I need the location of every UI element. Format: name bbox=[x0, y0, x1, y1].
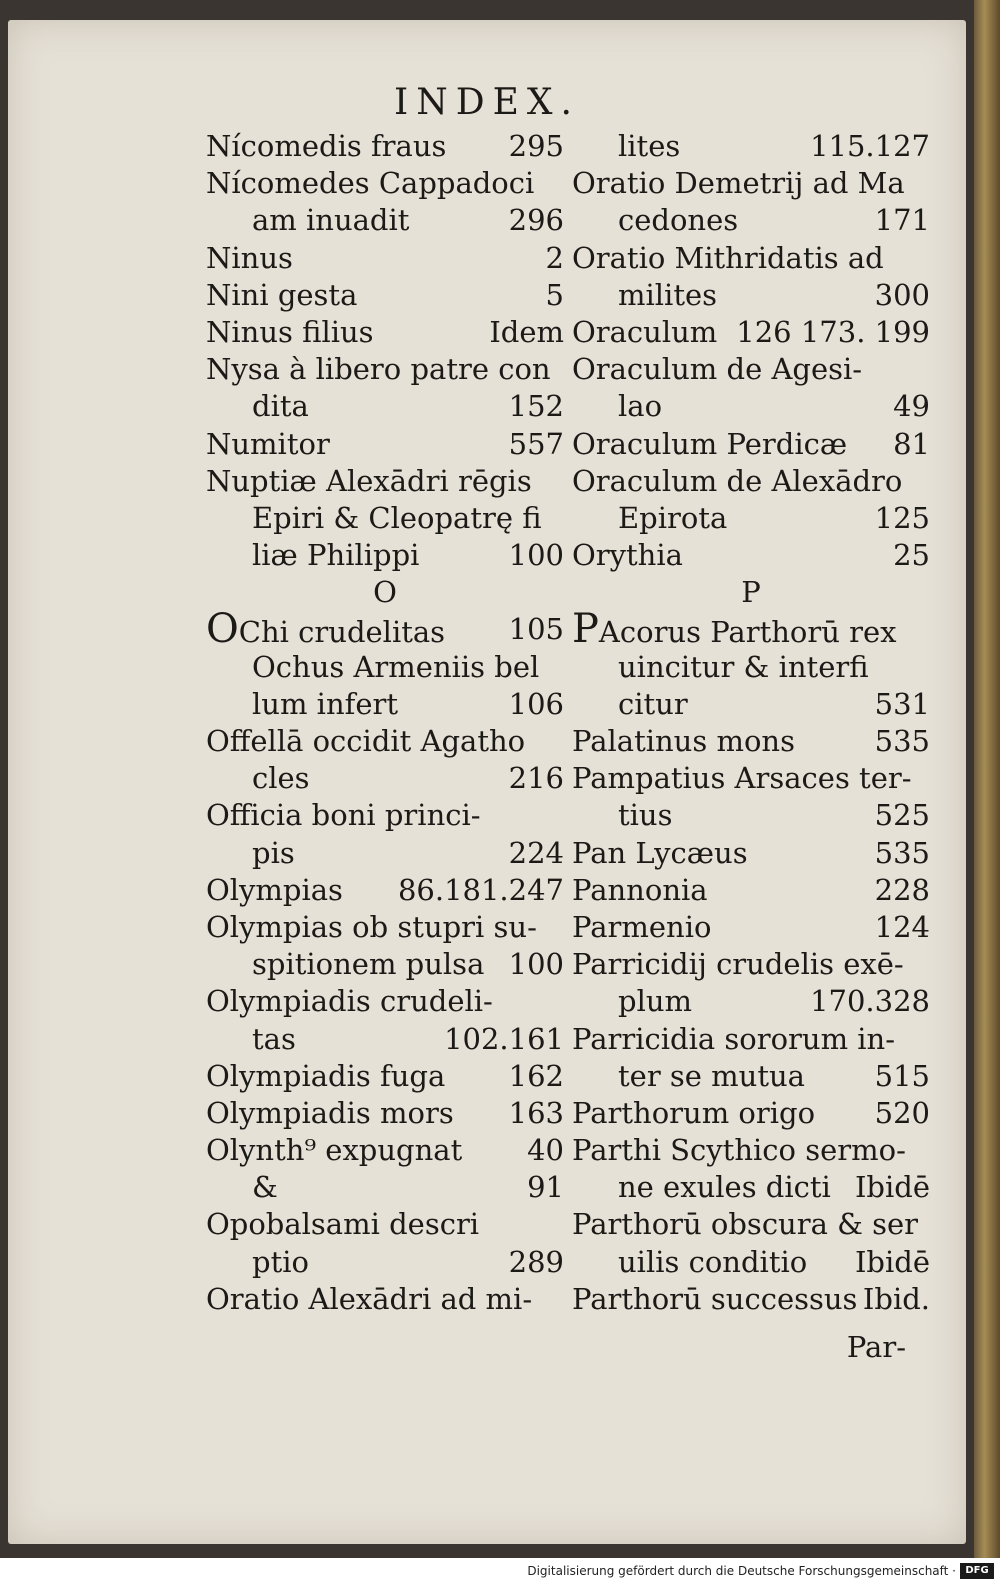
index-entry bbox=[206, 537, 564, 574]
entry-page-ref: 163 bbox=[508, 1095, 564, 1130]
entry-text: Orythia bbox=[572, 538, 683, 573]
entry-text: OChi crudelitas bbox=[206, 606, 446, 653]
index-entry bbox=[206, 1058, 564, 1095]
index-entry bbox=[206, 500, 564, 537]
entry-page-ref: 40 bbox=[527, 1133, 564, 1168]
entry-text: Olympias bbox=[206, 872, 343, 907]
index-entry bbox=[206, 426, 564, 463]
entry-text: pis bbox=[252, 835, 295, 870]
entry-text: Pampatius Arsaces ter- bbox=[572, 761, 912, 796]
entry-page-ref: 126 173. 199 bbox=[736, 314, 930, 349]
entry-page-ref: Ibid. bbox=[862, 1281, 930, 1316]
index-entry bbox=[206, 1132, 564, 1169]
index-entry bbox=[206, 983, 564, 1020]
index-entry bbox=[206, 835, 564, 872]
book-page bbox=[8, 20, 966, 1544]
index-entry bbox=[572, 835, 930, 872]
index-entry bbox=[572, 128, 930, 165]
entry-page-ref: 105 bbox=[508, 612, 564, 647]
index-entry bbox=[572, 165, 930, 202]
entry-text: Parricidia sororum in- bbox=[572, 1021, 896, 1056]
dfg-logo: DFG bbox=[960, 1563, 994, 1579]
index-entry bbox=[206, 388, 564, 425]
entry-text: liæ Philippi bbox=[252, 538, 420, 573]
index-entry bbox=[206, 165, 564, 202]
entry-text: Oratio Alexādri ad mi- bbox=[206, 1281, 533, 1316]
entry-page-ref: 152 bbox=[508, 389, 564, 424]
entry-text: Ochus Armeniis bel bbox=[252, 649, 540, 684]
index-entry bbox=[572, 1206, 930, 1243]
entry-text: am inuadit bbox=[252, 203, 410, 238]
entry-text: citur bbox=[618, 686, 688, 721]
index-entry bbox=[572, 1132, 930, 1169]
entry-page-ref: 100 bbox=[508, 538, 564, 573]
entry-page-ref: 100 bbox=[508, 947, 564, 982]
entry-text: Parthi Scythico sermo- bbox=[572, 1133, 906, 1168]
section-letter bbox=[206, 574, 564, 611]
entry-page-ref: 124 bbox=[874, 909, 930, 944]
entry-text: ne exules dicti bbox=[618, 1170, 831, 1205]
entry-text: Palatinus mons bbox=[572, 724, 795, 758]
entry-page-ref: 557 bbox=[508, 426, 564, 461]
entry-text: lao bbox=[618, 389, 663, 424]
entry-page-ref: 296 bbox=[508, 203, 564, 238]
book-board-edge bbox=[974, 0, 1000, 1558]
index-column-right bbox=[572, 128, 930, 1318]
entry-text: Nícomedis fraus bbox=[206, 129, 447, 163]
entry-text: Parmenio bbox=[572, 909, 712, 944]
digitization-credit: Digitalisierung gefördert durch die Deutsche Forschungsgemeinschaft · bbox=[527, 1564, 956, 1578]
index-entry bbox=[206, 946, 564, 983]
entry-page-ref: 115.127 bbox=[810, 129, 930, 163]
entry-page-ref: 216 bbox=[508, 761, 564, 796]
entry-page-ref: 49 bbox=[893, 389, 930, 424]
index-entry bbox=[572, 760, 930, 797]
entry-page-ref: 86.181.247 bbox=[397, 872, 564, 907]
index-entry bbox=[206, 202, 564, 239]
entry-page-ref: 531 bbox=[874, 686, 930, 721]
entry-text: Parthorū successus bbox=[572, 1281, 858, 1316]
index-entry bbox=[572, 202, 930, 239]
index-entry bbox=[572, 388, 930, 425]
entry-text: PAcorus Parthorū rex bbox=[572, 606, 897, 653]
entry-text: Nysa à libero patre con bbox=[206, 352, 551, 387]
entry-page-ref: 515 bbox=[874, 1058, 930, 1093]
entry-text: cedones bbox=[618, 203, 739, 238]
entry-text: Oratio Mithridatis ad bbox=[572, 240, 884, 275]
index-entry bbox=[572, 983, 930, 1020]
entry-page-ref: 81 bbox=[893, 426, 930, 461]
entry-page-ref: 170.328 bbox=[810, 984, 930, 1019]
index-entry bbox=[206, 797, 564, 834]
entry-text: Numitor bbox=[206, 426, 330, 461]
index-entry bbox=[572, 426, 930, 463]
entry-text: Olympiadis fuga bbox=[206, 1058, 446, 1093]
index-entry bbox=[572, 909, 930, 946]
index-entry bbox=[206, 351, 564, 388]
entry-text: Nini gesta bbox=[206, 277, 358, 312]
entry-page-ref: 102.161 bbox=[444, 1021, 564, 1056]
entry-text: Parricidij crudelis exē- bbox=[572, 947, 904, 982]
index-entry bbox=[572, 946, 930, 983]
index-entry bbox=[206, 240, 564, 277]
index-entry bbox=[206, 649, 564, 686]
entry-text: Pan Lycæus bbox=[572, 835, 748, 870]
entry-page-ref: 125 bbox=[874, 500, 930, 535]
index-entry bbox=[572, 463, 930, 500]
entry-page-ref: 2 bbox=[545, 240, 564, 275]
index-entry bbox=[572, 1281, 930, 1318]
entry-text: Oraculum Perdicæ bbox=[572, 426, 848, 461]
index-entry bbox=[206, 1095, 564, 1132]
index-entry bbox=[206, 606, 564, 653]
entry-text: lum infert bbox=[252, 686, 399, 721]
entry-page-ref: 300 bbox=[874, 277, 930, 312]
entry-page-ref: 171 bbox=[874, 203, 930, 238]
entry-text: plum bbox=[618, 984, 693, 1019]
entry-page-ref: Idem bbox=[489, 314, 564, 349]
index-entry bbox=[572, 537, 930, 574]
index-column-left bbox=[206, 128, 564, 1318]
entry-text: O bbox=[373, 575, 397, 610]
entry-page-ref: 520 bbox=[874, 1095, 930, 1130]
entry-page-ref: Ibidē bbox=[854, 1170, 930, 1205]
index-entry bbox=[206, 872, 564, 909]
entry-page-ref: 228 bbox=[874, 872, 930, 907]
index-entry bbox=[206, 686, 564, 723]
index-entry bbox=[572, 1244, 930, 1281]
entry-text: tas bbox=[252, 1021, 296, 1056]
index-entry bbox=[572, 723, 930, 760]
index-entry bbox=[206, 277, 564, 314]
entry-text: ter se mutua bbox=[618, 1058, 805, 1093]
entry-text: Olynth⁹ expugnat bbox=[206, 1133, 463, 1168]
index-entry bbox=[572, 351, 930, 388]
index-entry bbox=[206, 760, 564, 797]
page-header: INDEX. bbox=[394, 82, 580, 123]
entry-text: Epiri & Cleopatrę fi bbox=[252, 500, 542, 535]
entry-page-ref: Ibidē bbox=[854, 1244, 930, 1279]
index-entry bbox=[572, 1169, 930, 1206]
entry-text: Epirota bbox=[618, 500, 728, 535]
entry-text: Olympiadis crudeli- bbox=[206, 984, 493, 1019]
entry-text: Pannonia bbox=[572, 872, 708, 907]
index-entry bbox=[206, 1206, 564, 1243]
entry-text: Parthorum origo bbox=[572, 1095, 816, 1130]
entry-page-ref: 224 bbox=[508, 835, 564, 870]
entry-text: Ninus filius bbox=[206, 314, 374, 349]
index-entry bbox=[572, 1095, 930, 1132]
index-entry bbox=[572, 240, 930, 277]
entry-page-ref: 535 bbox=[874, 835, 930, 870]
entry-text: Nuptiæ Alexādri rēgis bbox=[206, 463, 532, 498]
index-entry bbox=[572, 1058, 930, 1095]
index-entry bbox=[572, 649, 930, 686]
entry-text: Oraculum bbox=[572, 314, 718, 349]
index-entry bbox=[206, 1021, 564, 1058]
entry-text: Nícomedes Cappadoci bbox=[206, 166, 535, 201]
entry-text: Olympias ob stupri su- bbox=[206, 909, 537, 944]
entry-page-ref: 5 bbox=[545, 277, 564, 312]
entry-text: spitionem pulsa bbox=[252, 947, 485, 982]
entry-text: uilis conditio bbox=[618, 1244, 808, 1279]
entry-text: Oraculum de Alexādro bbox=[572, 463, 903, 498]
entry-text: tius bbox=[618, 798, 673, 833]
entry-text: Parthorū obscura & ser bbox=[572, 1207, 919, 1242]
entry-text: cles bbox=[252, 761, 310, 796]
entry-page-ref: 91 bbox=[527, 1170, 564, 1205]
index-entry bbox=[206, 1244, 564, 1281]
entry-text: Ninus bbox=[206, 240, 293, 275]
index-entry bbox=[206, 128, 564, 165]
index-entry bbox=[572, 606, 930, 653]
index-entry bbox=[572, 1021, 930, 1058]
index-entry bbox=[206, 909, 564, 946]
entry-page-ref: 106 bbox=[508, 686, 564, 721]
index-entry bbox=[572, 686, 930, 723]
entry-text: uincitur & interfi bbox=[618, 649, 869, 684]
index-entry bbox=[572, 500, 930, 537]
entry-page-ref: 25 bbox=[893, 538, 930, 573]
entry-text: Offellā occidit Agatho bbox=[206, 724, 526, 758]
entry-text: P bbox=[741, 575, 761, 610]
entry-page-ref: 295 bbox=[508, 129, 564, 163]
entry-text: milites bbox=[618, 277, 718, 312]
entry-text: Oraculum de Agesi- bbox=[572, 352, 863, 387]
index-entry bbox=[572, 797, 930, 834]
entry-page-ref: 289 bbox=[508, 1244, 564, 1279]
index-entry bbox=[572, 277, 930, 314]
index-entry bbox=[572, 872, 930, 909]
catchword: Par- bbox=[846, 1330, 906, 1364]
index-entry bbox=[572, 314, 930, 351]
entry-text: Olympiadis mors bbox=[206, 1095, 454, 1130]
index-entry bbox=[206, 314, 564, 351]
index-entry bbox=[206, 1281, 564, 1318]
index-entry bbox=[206, 723, 564, 760]
entry-page-ref: 535 bbox=[874, 724, 930, 758]
entry-text: Officia boni princi- bbox=[206, 798, 481, 833]
index-entry bbox=[206, 1169, 564, 1206]
entry-text: & bbox=[252, 1170, 278, 1205]
entry-text: Opobalsami descri bbox=[206, 1207, 480, 1242]
entry-text: Oratio Demetrij ad Ma bbox=[572, 166, 905, 201]
entry-text: lites bbox=[618, 129, 681, 163]
entry-page-ref: 162 bbox=[508, 1058, 564, 1093]
entry-text: ptio bbox=[252, 1244, 309, 1279]
entry-page-ref: 525 bbox=[874, 798, 930, 833]
index-entry bbox=[206, 463, 564, 500]
section-letter bbox=[572, 574, 930, 611]
entry-text: dita bbox=[252, 389, 309, 424]
